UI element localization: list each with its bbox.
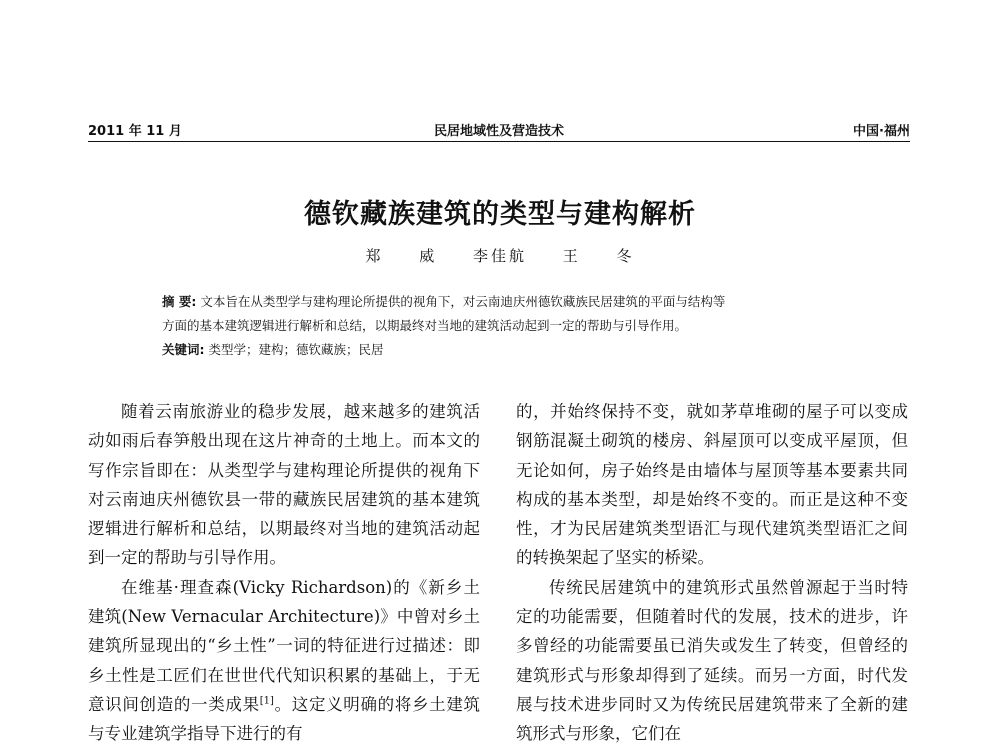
running-header — [88, 118, 910, 140]
keywords-label: 关键词: — [162, 342, 205, 357]
abstract-text-1: 文本旨在从类型学与建构理论所提供的视角下，对云南迪庆州德钦藏族民居建筑的平面与结构等 — [200, 294, 726, 309]
text-line: 而另一方面，时代发展与技术进步同时又为传统 — [516, 665, 909, 714]
text-line: 的，并始终保持不变，就如茅草堆砌的屋子可以 — [516, 402, 875, 421]
right-column — [516, 397, 908, 749]
text-line: 民居建筑的基本建筑逻辑进行解析和总结，以期 — [88, 489, 481, 539]
abstract-line — [162, 290, 862, 314]
header-section: 民居地域性及营造技术 — [433, 124, 564, 139]
text-line: 作用。 — [236, 548, 286, 568]
text-line: 基础上，于无意识间创造的一类成果 — [88, 665, 481, 714]
text-line: 转变，但曾经的建筑形式与形象却得到了延续。 — [516, 636, 909, 685]
text-line: 屋顶，但无论如何，房子始终是由墙体与屋顶等 — [516, 431, 909, 480]
text-line: 当时特定的功能需要，但随着时代的发展，技术 — [516, 577, 908, 627]
text-line: 建筑(New Vernacular Architecture)》中曾对乡土 — [88, 607, 480, 627]
text-line: 基本要素共同构成的基本类型，却是始终不变 — [516, 460, 909, 509]
paragraph — [516, 397, 908, 573]
header-date: 2011 年 11 月 — [88, 124, 182, 139]
text-line: 的。而正是这种不变性，才为民居建筑类型语汇 — [516, 489, 909, 539]
text-line: 。这定义 — [273, 694, 344, 714]
author-list: 郑 威 李佳航 王 冬 — [365, 247, 635, 265]
text-line: 最终对当地的建筑活动起到一定的帮助与引导 — [88, 519, 481, 568]
header-location: 中国·福州 — [853, 124, 910, 139]
left-column — [88, 397, 480, 749]
text-line: 筑活动如雨后春笋般出现在这片神奇的土地上。 — [88, 402, 480, 451]
keywords-line — [162, 338, 862, 362]
text-line: 变成钢筋混凝土砌筑的楼房、斜屋顶可以变成平 — [516, 402, 909, 451]
paper-title: 德钦藏族建筑的类型与建构解析 — [304, 199, 696, 230]
paragraph — [88, 573, 480, 749]
text-line: 与现代建筑类型语汇之间的转换架起了坚实的 — [516, 519, 909, 568]
text-line: 民居建筑带来了全新的建筑形式与形象，它们在 — [516, 694, 909, 744]
text-line: 述：即乡土性是工匠们在世世代代知识积累的 — [88, 636, 481, 685]
text-line: 桥梁。 — [664, 548, 714, 568]
text-line: 而本文的写作宗旨即在：从类型学与建构理论所 — [88, 431, 481, 480]
keywords-text: 类型学；建构；德钦藏族；民居 — [208, 342, 384, 357]
citation-ref[interactable]: [1] — [259, 695, 274, 707]
abstract-text-2: 方面的基本建筑逻辑进行解析和总结，以期最终对当地的建筑活动起到一定的帮助与引导作用。 — [162, 318, 688, 333]
header-rule — [88, 141, 910, 142]
text-line: 随着云南旅游业的稳步发展，越来越多的建 — [121, 402, 447, 421]
text-line: 在维基·理查森(Vicky Richardson)的《新乡土 — [121, 577, 480, 597]
text-line: 明确的将乡土建筑与专业建筑学指导下进行的有 — [88, 694, 481, 744]
text-line: 传统民居建筑中的建筑形式虽然曾源起于 — [549, 577, 858, 597]
text-line: 的进步，许多曾经的功能需要虽已消失或发生了 — [516, 607, 909, 656]
abstract-label: 摘 要: — [162, 294, 197, 309]
abstract-line — [162, 314, 862, 338]
abstract-block — [162, 290, 862, 362]
text-line: 提供的视角下对云南迪庆州德钦县一带的藏族 — [88, 460, 481, 509]
paragraph — [516, 573, 908, 749]
paragraph — [88, 397, 480, 573]
text-line: 建筑所显现出的“乡土性”一词的特征进行过描 — [88, 636, 430, 656]
